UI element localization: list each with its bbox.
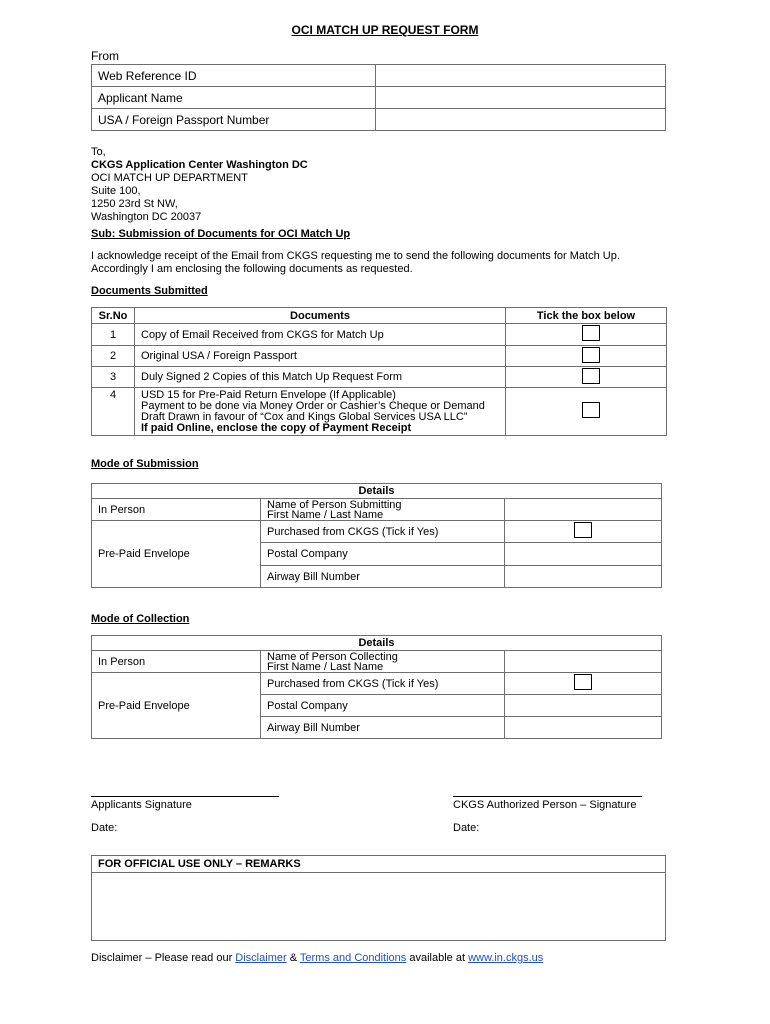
header-srno: Sr.No [92, 308, 135, 324]
postal-company-label: Postal Company [261, 543, 505, 566]
ckgs-signature-label: CKGS Authorized Person – Signature [453, 799, 637, 811]
purchased-checkbox[interactable] [574, 522, 592, 538]
table-row [92, 651, 662, 673]
airway-bill-field[interactable] [505, 566, 662, 588]
date-left-label: Date: [91, 822, 118, 834]
table-row [92, 499, 662, 521]
details-header: Details [92, 484, 662, 499]
row-number: 1 [92, 324, 135, 346]
official-use-box [91, 855, 666, 941]
passport-number-label: USA / Foreign Passport Number [92, 109, 376, 131]
person-name-field[interactable] [505, 499, 662, 521]
airway-bill-label: Airway Bill Number [261, 566, 505, 588]
table-row [92, 65, 666, 87]
person-name-field[interactable] [505, 651, 662, 673]
disclaimer-amp: & [286, 952, 300, 964]
subject-line: Sub: Submission of Documents for OCI Match Up [91, 228, 351, 240]
address-center: CKGS Application Center Washington DC [91, 159, 308, 171]
tick-checkbox[interactable] [582, 402, 600, 418]
web-reference-label: Web Reference ID [92, 65, 376, 87]
from-table [91, 64, 666, 131]
applicant-signature-label: Applicants Signature [91, 799, 192, 811]
postal-company-field[interactable] [505, 695, 662, 717]
collection-table [91, 635, 662, 739]
ckgs-signature-line[interactable] [453, 796, 642, 797]
date-right-label: Date: [453, 822, 480, 834]
submission-heading: Mode of Submission [91, 458, 199, 470]
row-number: 3 [92, 367, 135, 388]
tick-checkbox[interactable] [582, 347, 600, 363]
purchased-label: Purchased from CKGS (Tick if Yes) [261, 521, 505, 543]
tick-checkbox[interactable] [582, 368, 600, 384]
row-number: 2 [92, 346, 135, 367]
table-row [92, 484, 662, 499]
in-person-label: In Person [92, 499, 261, 521]
address-city: Washington DC 20037 [91, 211, 202, 223]
passport-number-field[interactable] [376, 109, 666, 131]
document-line: USD 15 for Pre-Paid Return Envelope (If Applicable) [141, 388, 396, 401]
table-row [92, 87, 666, 109]
applicant-signature-line[interactable] [91, 796, 279, 797]
table-header-row [92, 308, 667, 324]
table-row [92, 324, 667, 346]
document-name: Original USA / Foreign Passport [135, 346, 506, 367]
official-use-heading: FOR OFFICIAL USE ONLY – REMARKS [92, 856, 665, 873]
header-tick: Tick the box below [506, 308, 667, 324]
address-block [91, 146, 308, 224]
purchased-checkbox[interactable] [574, 674, 592, 690]
disclaimer-prefix: Disclaimer – Please read our [91, 952, 236, 964]
person-sublabel: First Name / Last Name [267, 660, 384, 673]
address-street: 1250 23rd St NW, [91, 198, 178, 210]
web-reference-field[interactable] [376, 65, 666, 87]
prepaid-envelope-label: Pre-Paid Envelope [92, 673, 261, 739]
disclaimer-mid: available at [406, 952, 469, 964]
ack-line: Accordingly I am enclosing the following documents as requested. [91, 263, 413, 275]
table-row [92, 346, 667, 367]
documents-table [91, 307, 667, 436]
disclaimer-link[interactable]: Disclaimer [235, 952, 287, 964]
disclaimer [91, 952, 543, 964]
in-person-label: In Person [92, 651, 261, 673]
person-label: Name of Person Submitting [267, 498, 402, 511]
airway-bill-label: Airway Bill Number [261, 717, 505, 739]
table-row [92, 388, 667, 436]
postal-company-label: Postal Company [261, 695, 505, 717]
airway-bill-field[interactable] [505, 717, 662, 739]
person-sublabel: First Name / Last Name [267, 508, 384, 521]
ack-line: I acknowledge receipt of the Email from CKGS requesting me to send the following documents for Match Up. [91, 250, 620, 262]
details-header: Details [92, 636, 662, 651]
person-label: Name of Person Collecting [267, 650, 398, 663]
table-row [92, 367, 667, 388]
document-name: Duly Signed 2 Copies of this Match Up Request Form [135, 367, 506, 388]
acknowledgement-text [91, 250, 671, 276]
terms-link[interactable]: Terms and Conditions [299, 952, 407, 964]
from-label: From [91, 49, 119, 63]
document-line: Draft Drawn in favour of “Cox and Kings Global Services USA LLC” [141, 410, 468, 423]
tick-checkbox[interactable] [582, 325, 600, 341]
table-row [92, 636, 662, 651]
address-suite: Suite 100, [91, 185, 141, 197]
table-row [92, 673, 662, 695]
form-title: OCI MATCH UP REQUEST FORM [291, 23, 479, 37]
website-link[interactable]: www.in.ckgs.us [468, 952, 544, 964]
submission-table [91, 483, 662, 588]
document-line-bold: If paid Online, enclose the copy of Payment Receipt [141, 421, 412, 434]
table-row [92, 521, 662, 543]
header-documents: Documents [135, 308, 506, 324]
applicant-name-label: Applicant Name [92, 87, 376, 109]
address-to: To, [91, 146, 106, 158]
table-row [92, 109, 666, 131]
applicant-name-field[interactable] [376, 87, 666, 109]
prepaid-envelope-label: Pre-Paid Envelope [92, 521, 261, 588]
documents-heading: Documents Submitted [91, 285, 208, 297]
document-name: Copy of Email Received from CKGS for Match Up [135, 324, 506, 346]
row-number: 4 [92, 388, 135, 436]
purchased-label: Purchased from CKGS (Tick if Yes) [261, 673, 505, 695]
address-dept: OCI MATCH UP DEPARTMENT [91, 172, 248, 184]
collection-heading: Mode of Collection [91, 613, 190, 625]
postal-company-field[interactable] [505, 543, 662, 566]
document-line: Payment to be done via Money Order or Cashier’s Cheque or Demand [141, 399, 485, 412]
